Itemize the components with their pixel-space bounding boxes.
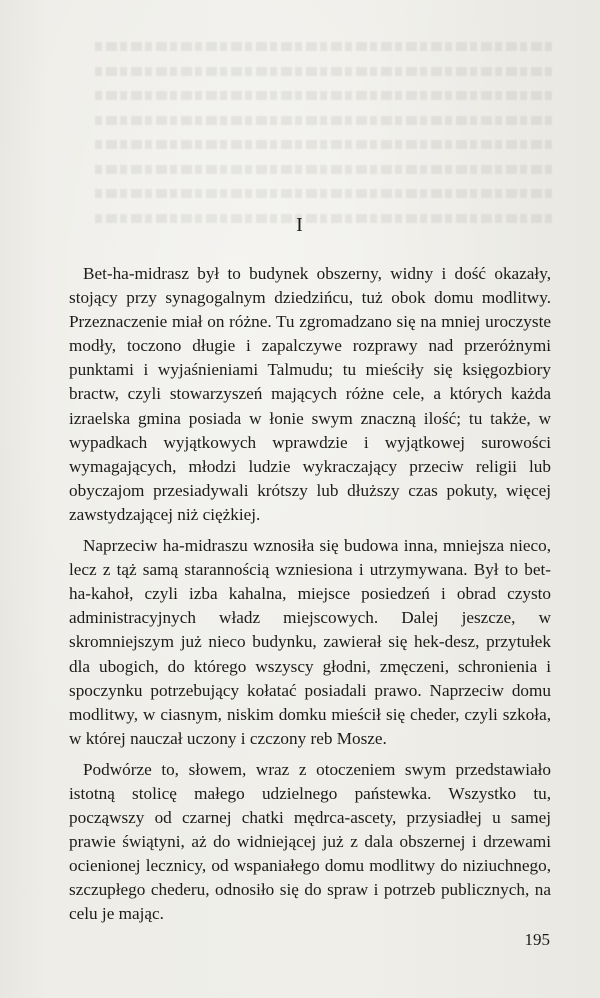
paragraph: Podwórze to, słowem, wraz z otoczeniem swym przedstawiało istotną stolicę małego udzielnego państewka. Wszystko tu, począwszy od czarnej chatki mędrca-ascety, przysiadłej u samej prawie świątyni, aż do widniejącej już z dala obszernej i drzewami ocienionej lecznicy, od wspaniałego domu modlitwy do niziuchnego, szczupłego chederu, odnosiło się do spraw i potrzeb publicznych, na celu je mając. — [69, 759, 551, 924]
body-text — [69, 262, 551, 927]
show-through-text — [95, 42, 555, 242]
chapter-heading: I — [296, 214, 304, 236]
paragraph: Bet-ha-midrasz był to budynek obszerny, widny i dość okazały, stojący przy synagogalnym dziedzińcu, tuż obok domu modlitwy. Przeznaczenie miał on różne. Tu zgromadzano się na mniej uroczyste modły, toczono długie i zapalczywe rozprawy nad przeróżnymi punktami i wyjaśnieniami Talmudu; tu mieściły się księgozbiory bractw, czyli stowarzyszeń mających różne cele, a których każda izraelska gmina posiada w łonie swym znaczną ilość; tu także, w wypadkach wyjątkowych wprawdzie i wyjątkowej surowości wymagających, młodzi ludzie wykraczający przeciw religii lub obyczajom przesiadywali krótszy lub dłuższy czas pokuty, więcej zawstydzającej niż ciężkiej. — [69, 264, 551, 524]
paragraph: Naprzeciw ha-midraszu wznosiła się budowa inna, mniejsza nieco, lecz z tąż samą starannością wzniesiona i utrzymywana. Był to bet-ha-kahoł, czyli izba kahalna, miejsce posiedzeń i obrad czysto administracyjnych władz miejscowych. Dalej jeszcze, w skromniejszym już nieco budynku, zawierał się hek-desz, przytułek dla ubogich, do którego wszyscy głodni, zmęczeni, schronienia i spoczynku potrzebujący kołatać posiadali prawo. Naprzeciw domu modlitwy, w ciasnym, niskim domku mieścił się cheder, czyli szkoła, w której nauczał uczony i czczony reb Mosze. — [69, 536, 551, 748]
page-number: 195 — [524, 930, 550, 949]
